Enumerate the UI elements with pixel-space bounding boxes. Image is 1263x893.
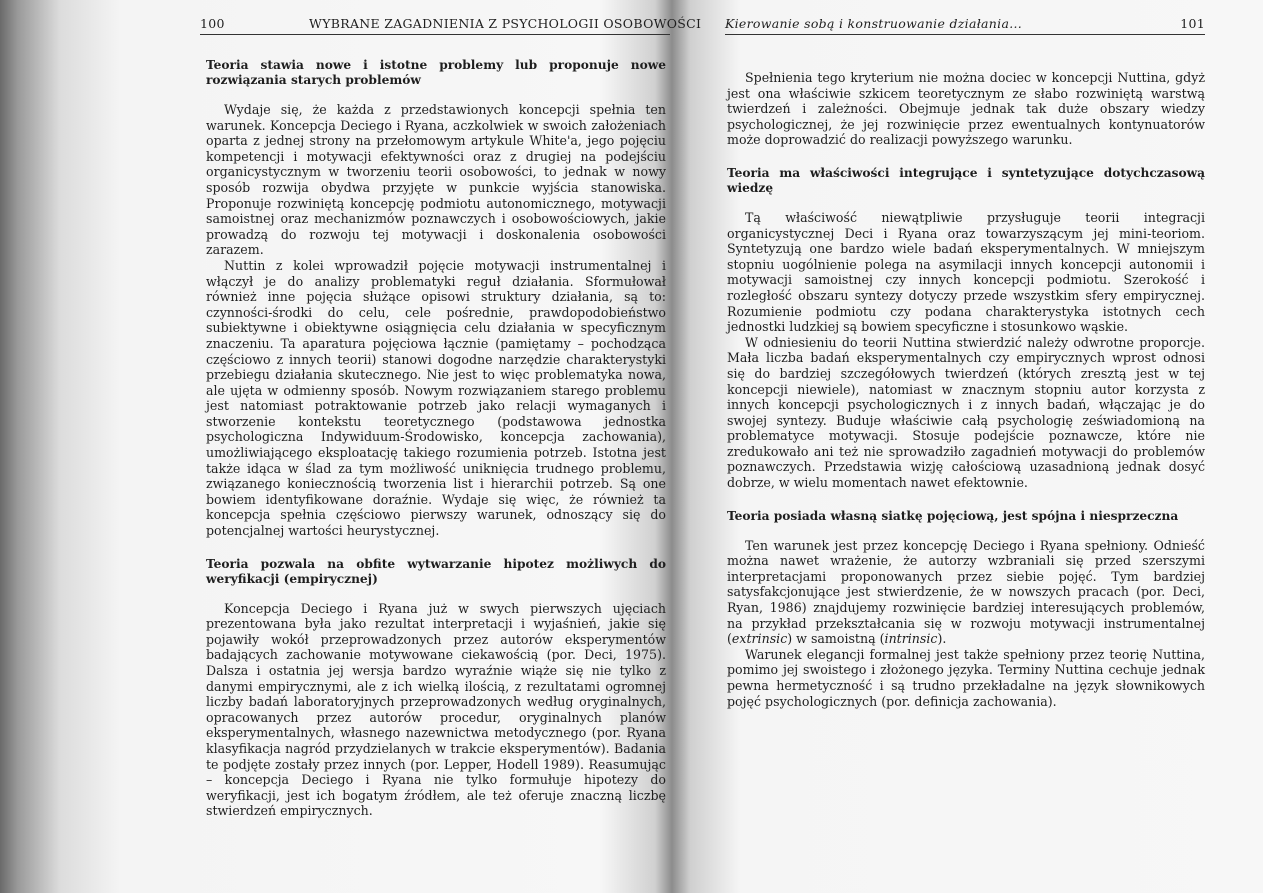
- left-running-head: [200, 16, 702, 35]
- paragraph: Warunek elegancji formalnej jest także spełniony przez teorię Nuttina, pomimo jej swoistego i złożonego języka. Terminy Nuttina cechuje jednak pewna hermetyczność i są trudno przekładalne na język słownikowych pojęć psychologicznych (por. definicja zachowania).: [727, 646, 1205, 709]
- italic-term: intrinsic: [884, 631, 938, 647]
- section-heading-hypotheses: Teoria pozwala na obfite wytwarzanie hipotez możliwych do weryfikacji (empirycznej): [206, 556, 666, 586]
- right-running-title: Kierowanie sobą i konstruowanie działania...: [725, 16, 1023, 31]
- right-column: [727, 70, 1205, 709]
- text-run: Ten warunek jest przez koncepcję Deciego i Ryana spełniony. Odnieść można nawet wrażenie, że autorzy wzbraniali się przed szerszymi interpretacjami proponowanych przez siebie pojęć. Tym bardziej satysfakcjonujące jest stwierdzenie, że w nowszych pracach (por. Deci, Ryan, 1986) znajdujemy rozwinięcie bardziej interesujących problemów, na przykład przekształcania się w rozwoju motywacji instrumentalnej (: [727, 537, 1205, 647]
- paragraph: W odniesieniu do teorii Nuttina stwierdzić należy odwrotne proporcje. Mała liczba badań eksperymentalnych czy empirycznych wprost odnosi się do bardziej szczegółowych twierdzeń (których zresztą jest w tej koncepcji niewiele), natomiast w znacznym stopniu autor korzysta z innych koncepcji psychologicznych i z innych badań, włączając je do swojej syntezy. Buduje właściwie całą psychologię zeświadomioną na problematyce motywacji. Stosuje podejście poznawcze, które nie zredukowało ani też nie sprowadziło zagadnień motywacji do problemów poznawczych. Przedstawia wizję całościową uzasadnioną jednak dosyć dobrze, w wielu momentach nawet efektownie.: [727, 334, 1205, 491]
- left-page: [110, 0, 702, 893]
- left-page-number: 100: [200, 16, 225, 31]
- paragraph: Koncepcja Deciego i Ryana już w swych pierwszych ujęciach prezentowana była jako rezultat interpretacji i wyjaśnień, jakie się pojawiły wokół przeprowadzonych przez autorów eksperymentów badających zachowanie motywowane ciekawością (por. Deci, 1975). Dalsza i ostatnia jej wersja bardzo wyraźnie wiąże się nie tylko z danymi empirycznymi, ale z ich wielką ilością, z rezultatami ogromnej liczby badań laboratoryjnych przeprowadzonych według oryginalnych, opracowanych przez autorów procedur, oryginalnych planów eksperymentalnych, własnego nazewnictwa metodycznego (por. Ryana klasyfikacja nagród przydzielanych w trakcie eksperymentów). Badania te podjęte zostały przez innych (por. Lepper, Hodell 1989). Reasumując – koncepcja Deciego i Ryana nie tylko formułuje hipotezy do weryfikacji, jest ich bogatym źródłem, ale też oferuje znaczną liczbę stwierdzeń empirycznych.: [206, 600, 666, 819]
- left-running-title: WYBRANE ZAGADNIENIA Z PSYCHOLOGII OSOBOWOŚCI: [309, 16, 702, 31]
- text-run: ) w samoistną (: [787, 631, 885, 647]
- right-running-head: [725, 16, 1205, 35]
- paragraph: Tą właściwość niewątpliwie przysługuje teorii integracji organicystycznej Deci i Ryana oraz towarzyszącym jej mini-teoriom. Syntetyzują one bardzo wiele badań eksperymentalnych. W mniejszym stopniu uogólnienie polega na asymilacji innych koncepcji autonomii i motywacji samoistnej czy innych koncepcji podmiotu. Szerokość i rozległość obszaru syntezy dotyczy przede wszystkim sfery empirycznej. Rozumienie podmiotu czy podana charakterystyka istotnych cech jednostki ludzkiej są bowiem specyficzne i stosunkowo wąskie.: [727, 209, 1205, 335]
- paragraph: Spełnienia tego kryterium nie można dociec w koncepcji Nuttina, gdyż jest ona właściwie szkicem teoretycznym ze słabo rozwiniętą warstwą twierdzeń i zależności. Obejmuje jednak tak duże obszary wiedzy psychologicznej, że jej rozwinięcie przez ewentualnych kontynuatorów może doprowadzić do realizacji powyższego warunku.: [727, 70, 1205, 148]
- section-heading-conceptual-network: Teoria posiada własną siatkę pojęciową, jest spójna i niesprzeczna: [727, 508, 1179, 523]
- left-column: [206, 58, 666, 819]
- paragraph: [727, 538, 1205, 647]
- right-page-number: 101: [1180, 16, 1205, 31]
- paragraph: Nuttin z kolei wprowadził pojęcie motywacji instrumentalnej i włączył je do analizy problematyki reguł działania. Sformułował również inne pojęcia służące opisowi struktury działania, są to: czynności-środki do celu, cele pośrednie, prawdopodobieństwo subiektywne i obiektywne osiągnięcia celu działania w specyficznym znaczeniu. Ta aparatura pojęciowa łącznie (pamiętamy – pochodząca częściowo z innych teorii) stanowi dogodne narzędzie charakterystyki przebiegu działania skutecznego. Nie jest to więc problematyka nowa, ale ujęta w odmienny sposób. Nowym rozwiązaniem starego problemu jest natomiast potraktowanie potrzeb jako relacji wymaganych i stworzenie kontekstu teoretycznego (podstawowa jednostka psychologiczna Indywiduum-Środowisko, koncepcja zachowania), umożliwiającego eksploatację takiego rozumienia potrzeb. Istotna jest także idąca w ślad za tym możliwość uniknięcia trudnego problemu, związanego koniecznością tworzenia list i hierarchii potrzeb. Są one bowiem identyfikowane doraźnie. Wydaje się więc, że również ta koncepcja spełnia częściowo pierwszy warunek, odnoszący się do potencjalnej wartości heurystycznej.: [206, 257, 666, 539]
- italic-term: extrinsic: [731, 631, 788, 647]
- right-page: [705, 0, 1205, 893]
- text-run: ).: [937, 631, 947, 647]
- paragraph: Wydaje się, że każda z przedstawionych koncepcji spełnia ten warunek. Koncepcja Deciego i Ryana, aczkolwiek w swoich założeniach oparta z jednej strony na przełomowym artykule White'a, jego pojęciu kompetencji i motywacji efektywności oraz z drugiej na podejściu organicystycznym w tworzeniu teorii osobowości, to jednak w nowy sposób rozwija obydwa przyjęte w punkcie wyjścia stanowiska. Proponuje rozwiniętą koncepcję podmiotu autonomicznego, motywacji samoistnej oraz mechanizmów poznawczych i osobowościowych, jakie prowadzą do rozwoju tej motywacji i doskonalenia osobowości zarazem.: [206, 102, 666, 258]
- section-heading-new-problems: Teoria stawia nowe i istotne problemy lub proponuje nowe rozwiązania starych problemów: [206, 58, 666, 87]
- section-heading-integrating: Teoria ma właściwości integrujące i syntetyzujące dotychczasową wiedzę: [727, 165, 1205, 195]
